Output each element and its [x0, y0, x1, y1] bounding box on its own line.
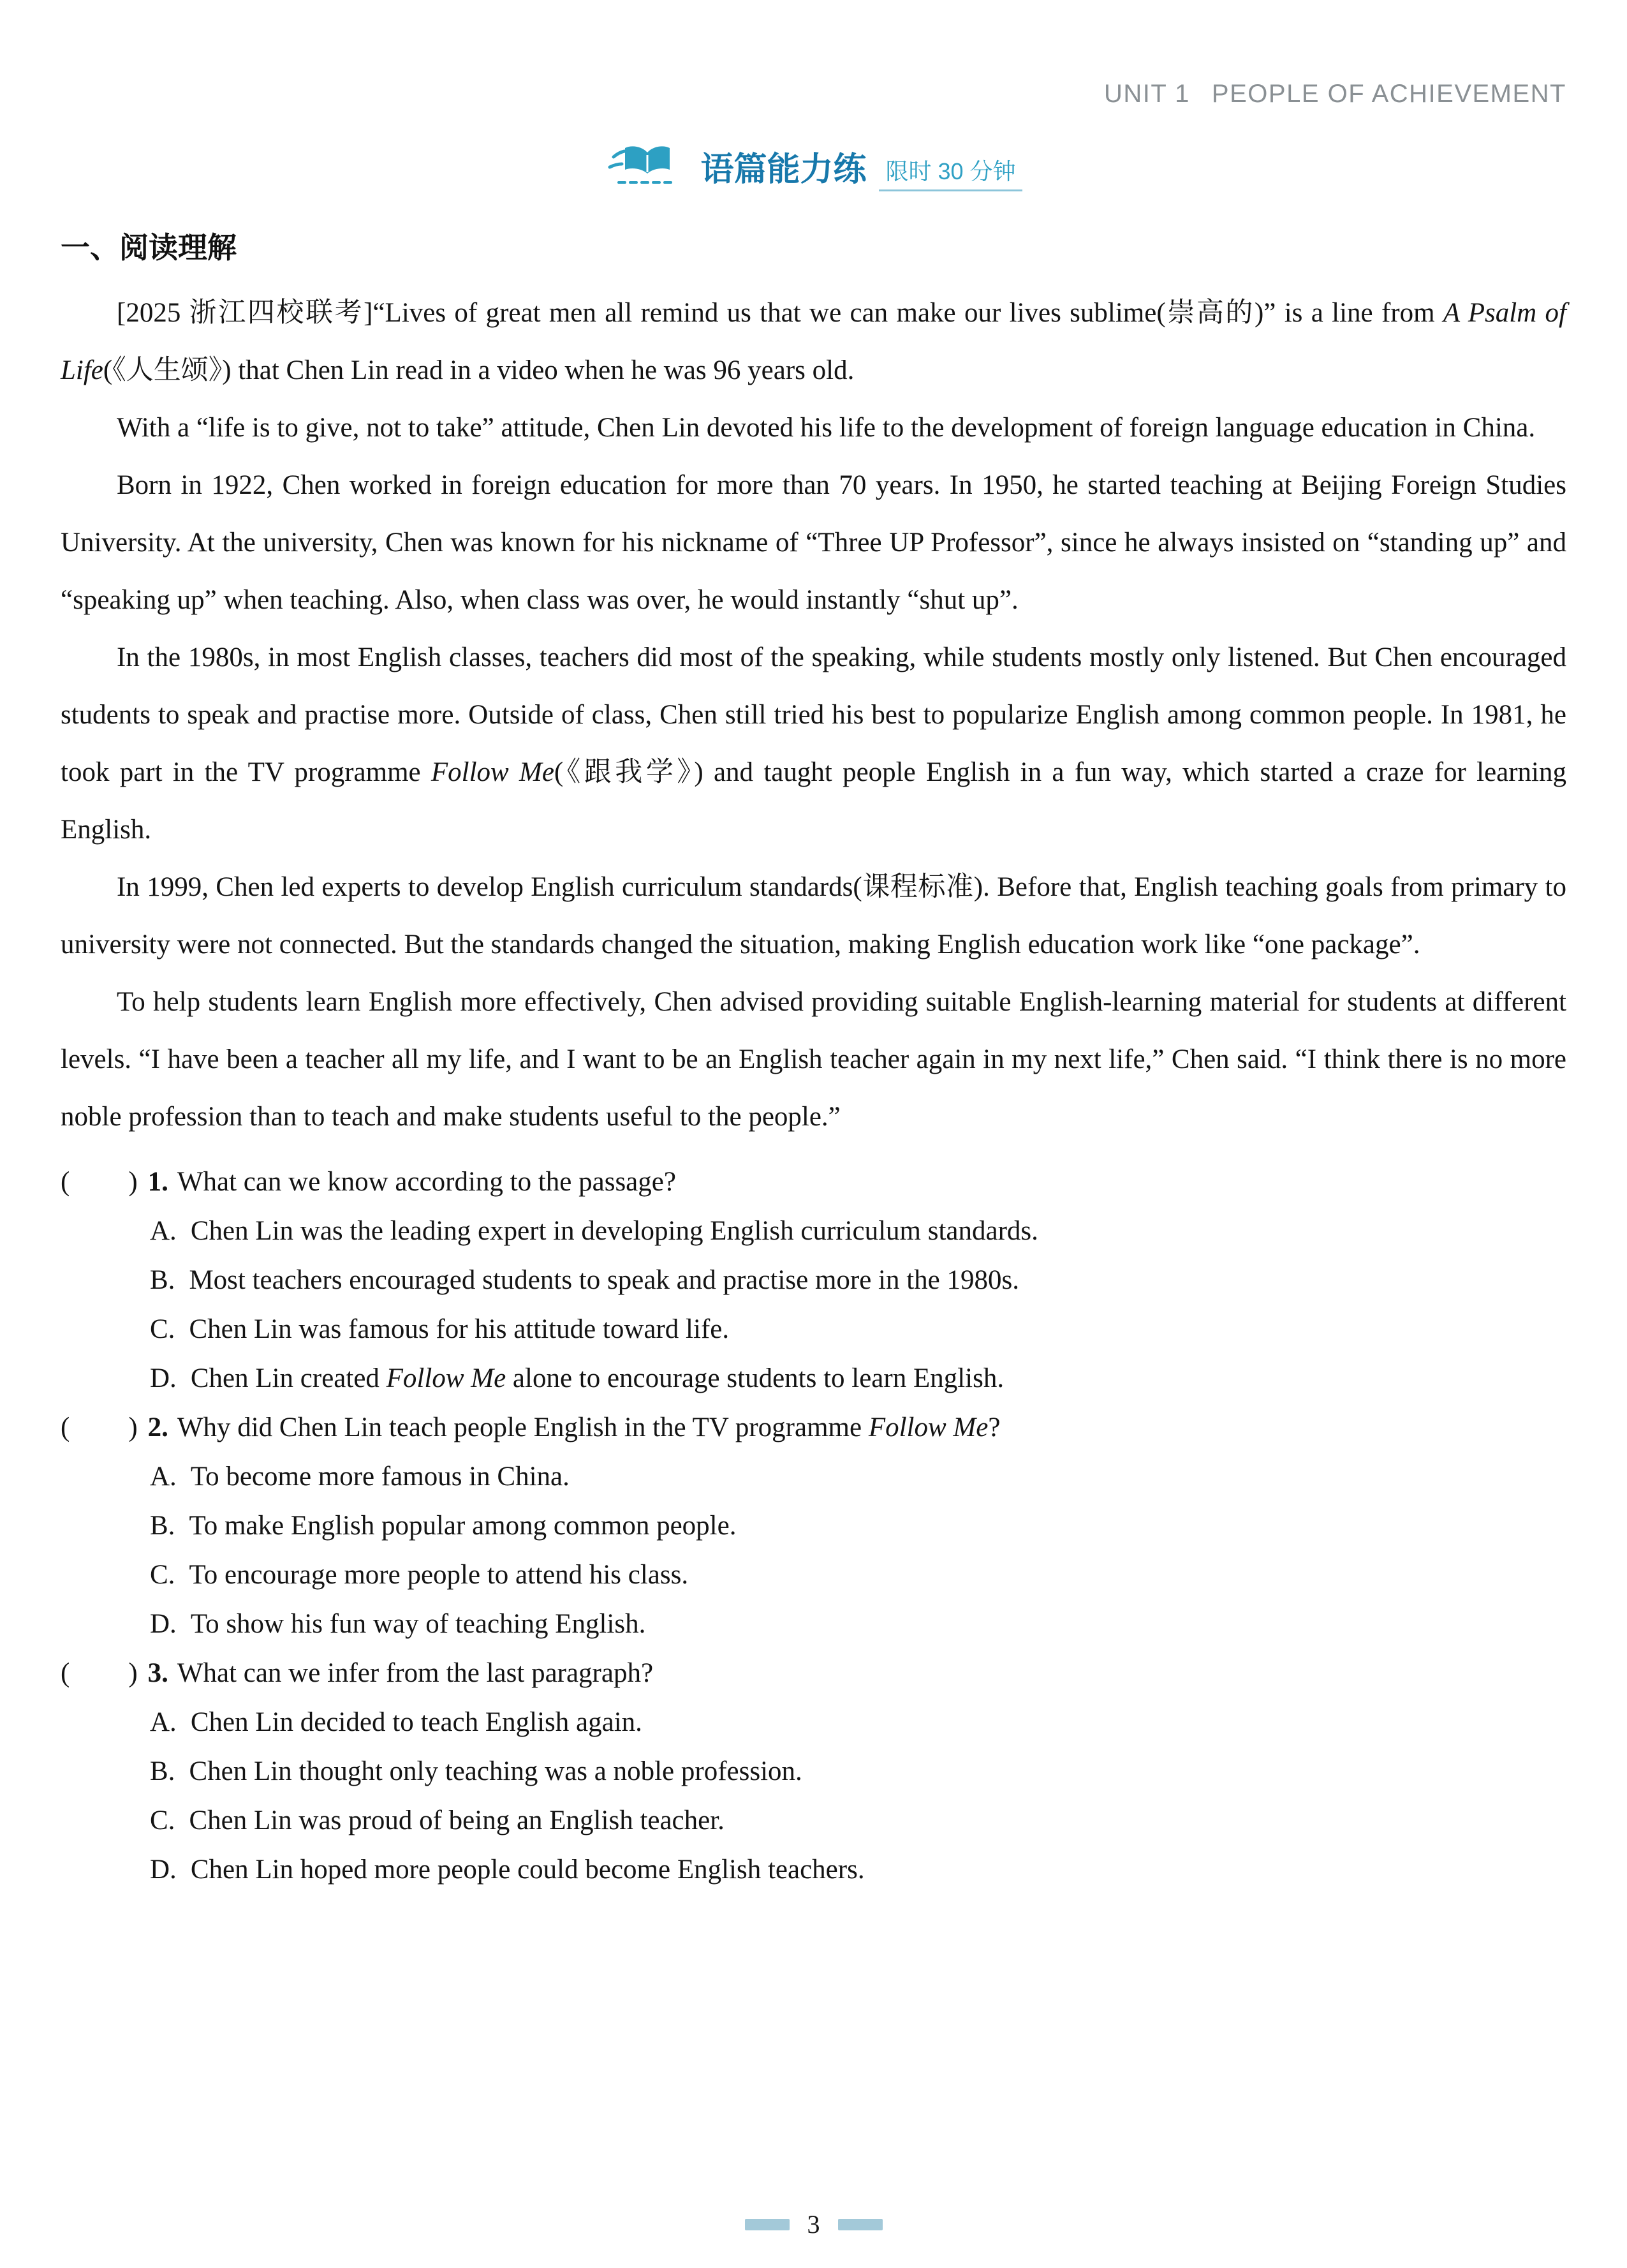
question-number: 2.	[147, 1412, 168, 1442]
option-text: Chen Lin decided to teach English again.	[190, 1707, 642, 1737]
option-text: To show his fun way of teaching English.	[190, 1609, 646, 1639]
answer-blank: ( )	[61, 1167, 139, 1197]
option-text: Chen Lin was proud of being an English teacher.	[189, 1805, 725, 1835]
passage-paragraph-6: To help students learn English more effectively, Chen advised providing suitable English-learning material for students at different levels. “I have been a teacher all my life, and I want to be an English teacher again in my next life,” Chen said. “I think there is no more noble profession than to teach and make students useful to the people.”	[61, 987, 1566, 1132]
option-text: Chen Lin was the leading expert in developing English curriculum standards.	[190, 1216, 1038, 1246]
open-book-icon	[605, 139, 688, 189]
option-b	[150, 1501, 1566, 1550]
question-3-stem-row	[61, 1649, 1566, 1698]
passage-paragraph-5: In 1999, Chen led experts to develop English curriculum standards(课程标准). Before that, English teaching goals from primary to university were not connected. But the standards changed the situation, making English education work like “one package”.	[61, 872, 1566, 960]
option-label: B.	[150, 1265, 175, 1295]
option-text: To become more famous in China.	[190, 1462, 570, 1492]
answer-blank: ( )	[61, 1658, 139, 1688]
passage-paragraph-3: Born in 1922, Chen worked in foreign education for more than 70 years. In 1950, he started teaching at Beijing Foreign Studies University. At the university, Chen was known for his nickname of “Three UP Professor”, since he always insisted on “standing up” and “speaking up” when teaching. Also, when class was over, he would instantly “shut up”.	[61, 470, 1566, 615]
question-3	[61, 1649, 1566, 1894]
question-2	[61, 1403, 1566, 1649]
page-header	[61, 80, 1566, 108]
banner-title: 语篇能力练	[700, 151, 867, 188]
footer-decoration-right	[838, 2219, 883, 2230]
passage-paragraph-1: [2025 浙江四校联考]“Lives of great men all remind us that we can make our lives sublime(崇高的)” is a line from A Psalm of Life(《人生颂》) that Chen Lin read in a video when he was 96 years old.	[61, 298, 1566, 385]
question-number: 3.	[147, 1658, 168, 1688]
passage-paragraph-2: With a “life is to give, not to take” attitude, Chen Lin devoted his life to the development of foreign language education in China.	[117, 413, 1536, 443]
reading-passage	[61, 285, 1566, 1146]
option-label: D.	[150, 1855, 177, 1885]
option-label: D.	[150, 1363, 177, 1393]
question-2-options	[150, 1452, 1566, 1649]
question-stem: Why did Chen Lin teach people English in the TV programme Follow Me?	[177, 1412, 1001, 1442]
option-d	[150, 1354, 1566, 1403]
option-text: Most teachers encouraged students to speak and practise more in the 1980s.	[189, 1265, 1020, 1295]
option-label: C.	[150, 1560, 175, 1590]
question-1	[61, 1157, 1566, 1403]
option-label: A.	[150, 1462, 177, 1492]
option-label: A.	[150, 1216, 177, 1246]
option-c	[150, 1550, 1566, 1599]
time-limit-label: 限时 30 分钟	[879, 160, 1022, 191]
option-a	[150, 1452, 1566, 1501]
option-text: To encourage more people to attend his class.	[189, 1560, 689, 1590]
option-text: Chen Lin was famous for his attitude toward life.	[189, 1314, 730, 1344]
option-text: Chen Lin created Follow Me alone to encourage students to learn English.	[190, 1363, 1005, 1393]
question-2-stem-row	[61, 1403, 1566, 1452]
section-title: 一、阅读理解	[61, 231, 237, 264]
option-label: B.	[150, 1756, 175, 1786]
option-label: B.	[150, 1511, 175, 1541]
option-label: A.	[150, 1707, 177, 1737]
option-c	[150, 1305, 1566, 1354]
answer-blank: ( )	[61, 1412, 139, 1442]
option-label: C.	[150, 1805, 175, 1835]
question-1-options	[150, 1206, 1566, 1403]
option-text: Chen Lin hoped more people could become English teachers.	[190, 1855, 865, 1885]
option-label: C.	[150, 1314, 175, 1344]
option-a	[150, 1698, 1566, 1747]
passage-paragraph-4: In the 1980s, in most English classes, teachers did most of the speaking, while students mostly only listened. But Chen encouraged students to speak and practise more. Outside of class, Chen still tried his best to popularize English among common people. In 1981, he took part in the TV programme Follow Me(《跟我学》) and taught people English in a fun way, which started a craze for learning English.	[61, 642, 1567, 845]
option-d	[150, 1845, 1566, 1894]
section-banner	[61, 139, 1566, 191]
page-footer	[0, 2212, 1627, 2237]
unit-title: PEOPLE OF ACHIEVEMENT	[1211, 80, 1566, 108]
page-number: 3	[807, 2210, 820, 2239]
option-text: To make English popular among common people.	[189, 1511, 737, 1541]
option-label: D.	[150, 1609, 177, 1639]
unit-label: UNIT 1	[1103, 80, 1190, 108]
option-b	[150, 1747, 1566, 1796]
question-list	[61, 1157, 1566, 1894]
option-a	[150, 1206, 1566, 1256]
question-stem: What can we know according to the passage?	[177, 1167, 676, 1197]
option-d	[150, 1599, 1566, 1649]
question-stem: What can we infer from the last paragraph?	[177, 1658, 654, 1688]
question-3-options	[150, 1698, 1566, 1894]
option-text: Chen Lin thought only teaching was a noble profession.	[189, 1756, 802, 1786]
footer-decoration-left	[745, 2219, 790, 2230]
question-1-stem-row	[61, 1157, 1566, 1206]
question-number: 1.	[147, 1167, 168, 1197]
option-b	[150, 1256, 1566, 1305]
option-c	[150, 1796, 1566, 1845]
